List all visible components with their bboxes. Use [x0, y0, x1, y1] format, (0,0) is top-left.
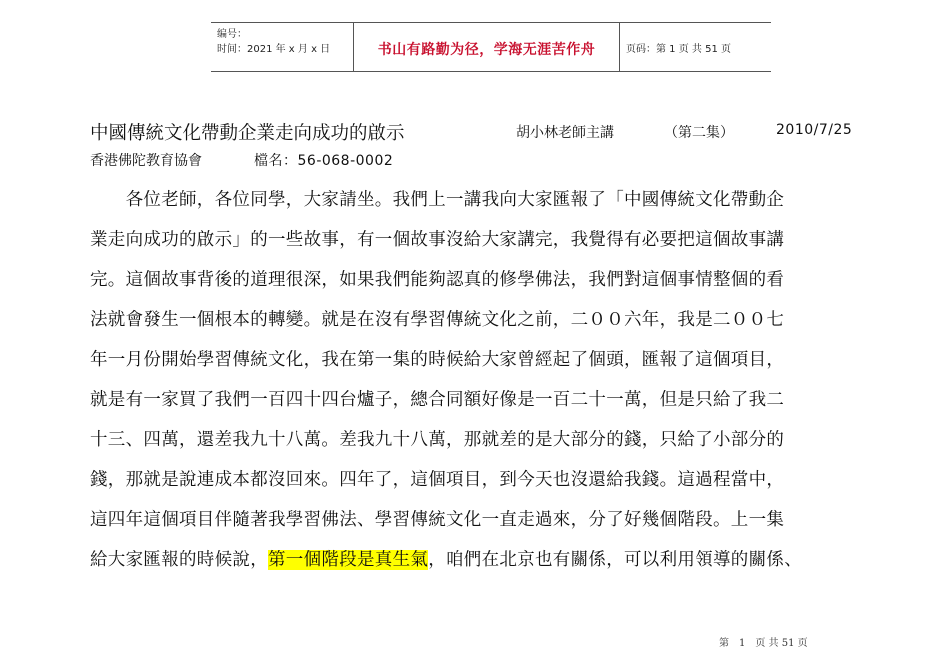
body-line: 法就會發生一個根本的轉變。就是在沒有學習傳統文化之前，二００六年，我是二００七	[90, 310, 785, 330]
header-motto-cell	[354, 23, 620, 71]
speaker: 胡小林老師主講	[516, 125, 614, 141]
body-line: 各位老師，各位同學，大家請坐。我們上一講我向大家匯報了「中國傳統文化帶動企	[90, 190, 785, 210]
header-meta-cell	[211, 23, 354, 71]
body-text-after: ，咱們在北京也有關係，可以利用領導的關係、	[428, 550, 803, 570]
page-footer: 第 1 页 共 51 页	[719, 638, 808, 649]
document-header	[211, 22, 771, 72]
header-page-cell	[620, 23, 770, 71]
motto: 书山有路勤为径，学海无涯苦作舟	[377, 42, 596, 58]
body-line-last	[90, 540, 890, 580]
time-label: 时间：2021 年 x 月 x 日	[217, 44, 331, 55]
code-label: 编号：	[217, 29, 247, 40]
episode: （第二集）	[664, 125, 734, 141]
body-line: 業走向成功的啟示」的一些故事，有一個故事沒給大家講完，我覺得有必要把這個故事講	[90, 230, 785, 250]
header-page-info: 页码：第 1 页 共 51 页	[626, 44, 731, 55]
body-line: 就是有一家買了我們一百四十四台爐子，總合同額好像是一百二十一萬，但是只給了我二	[90, 390, 785, 410]
file-number: 檔名：56-068-0002	[254, 153, 394, 169]
organization: 香港佛陀教育協會	[90, 153, 202, 169]
date: 2010/7/25	[776, 122, 853, 138]
body-line: 年一月份開始學習傳統文化，我在第一集的時候給大家曾經起了個頭，匯報了這個項目，	[90, 350, 785, 370]
highlighted-text: 第一個階段是真生氣	[268, 550, 429, 570]
body-line: 十三、四萬，還差我九十八萬。差我九十八萬，那就差的是大部分的錢，只給了小部分的	[90, 430, 785, 450]
body-line: 錢，那就是說連成本都沒回來。四年了，這個項目，到今天也沒還給我錢。這過程當中，	[90, 470, 785, 490]
title-line	[90, 119, 890, 143]
body-line: 這四年這個項目伴隨著我學習佛法、學習傳統文化一直走過來，分了好幾個階段。上一集	[90, 510, 785, 530]
body-line: 完。這個故事背後的道理很深，如果我們能夠認真的修學佛法，我們對這個事情整個的看	[90, 270, 785, 290]
document-title: 中國傳統文化帶動企業走向成功的啟示	[90, 123, 405, 144]
body-text-before: 給大家匯報的時候說，	[90, 550, 268, 570]
